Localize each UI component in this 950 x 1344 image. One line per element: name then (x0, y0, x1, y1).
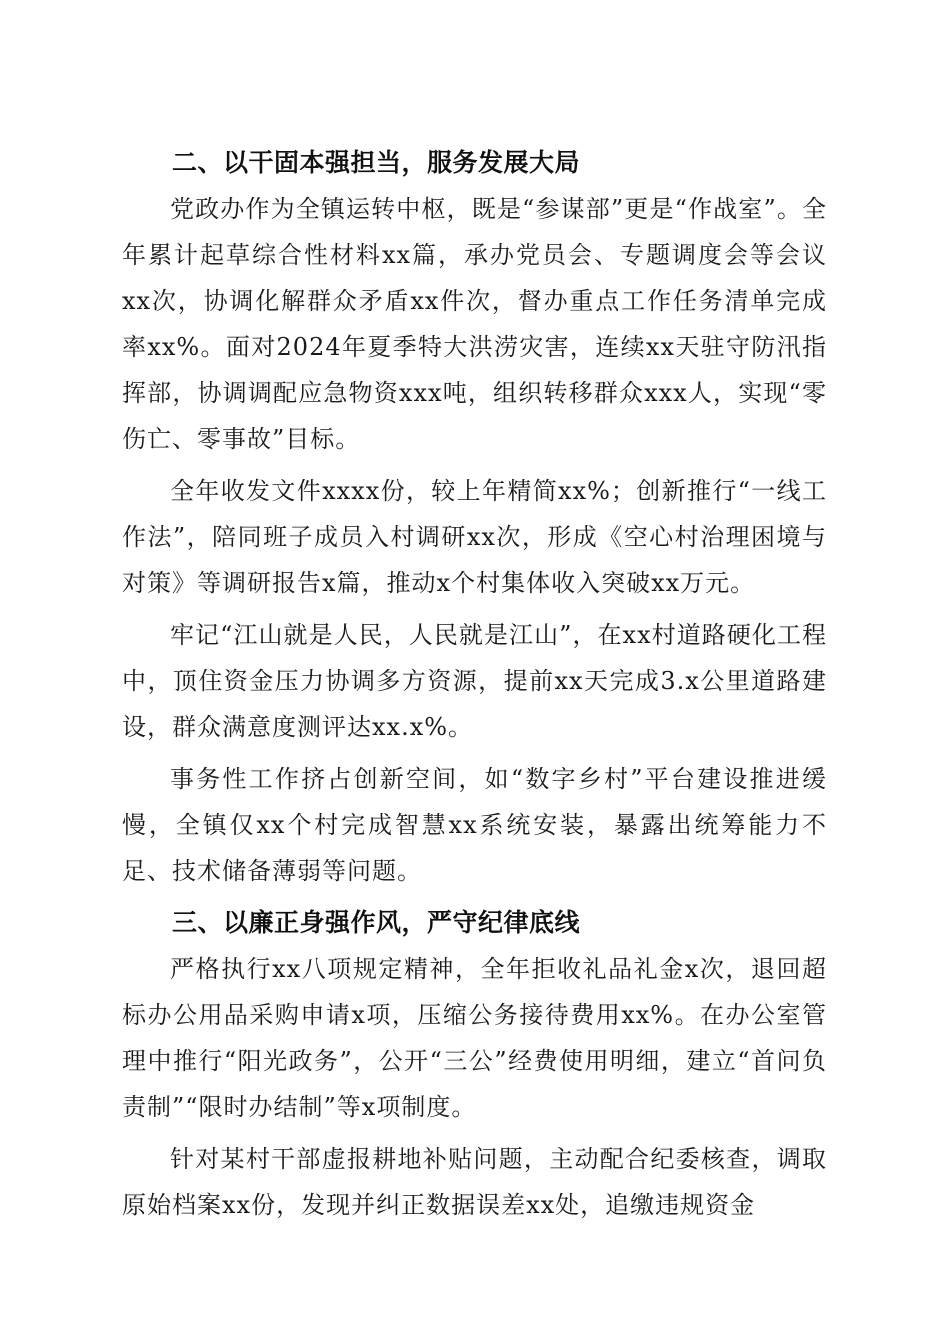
document-body (122, 140, 827, 1228)
section-heading-2: 二、以干固本强担当，服务发展大局 (172, 148, 581, 177)
paragraph-subsidy-investigation: 针对某村干部虚报耕地补贴问题，主动配合纪委核查，调取原始档案xx份，发现并纠正数据误差xx处，追缴违规资金 (122, 1145, 827, 1219)
paragraph-shortcomings: 事务性工作挤占创新空间，如“数字乡村”平台建设推进缓慢，全镇仅xx个村完成智慧xx系统安装，暴露出统筹能力不足、技术储备薄弱等问题。 (122, 765, 827, 885)
paragraph-documents-research: 全年收发文件xxxx份，较上年精简xx%；创新推行“一线工作法”，陪同班子成员入村调研xx次，形成《空心村治理困境与对策》等调研报告x篇，推动x个村集体收入突破xx万元。 (122, 477, 827, 597)
paragraph-integrity-rules: 严格执行xx八项规定精神，全年拒收礼品礼金x次，退回超标办公用品采购申请x项，压缩公务接待费用xx%。在办公室管理中推行“阳光政务”，公开“三公”经费使用明细，建立“首问负责制”“限时办结制”等x项制度。 (122, 955, 827, 1121)
paragraph-command-center: 党政办作为全镇运转中枢，既是“参谋部”更是“作战室”。全年累计起草综合性材料xx篇，承办党员会、专题调度会等会议xx次，协调化解群众矛盾xx件次，督办重点工作任务清单完成率xx%。面对2024年夏季特大洪涝灾害，连续xx天驻守防汛指挥部，协调调配应急物资xxx吨，组织转移群众xxx人，实现“零伤亡、零事故”目标。 (122, 195, 827, 453)
paragraph-road-project: 牢记“江山就是人民，人民就是江山”，在xx村道路硬化工程中，顶住资金压力协调多方资源，提前xx天完成3.x公里道路建设，群众满意度测评达xx.x%。 (122, 621, 827, 741)
section-heading-3: 三、以廉正身强作风，严守纪律底线 (172, 908, 581, 937)
